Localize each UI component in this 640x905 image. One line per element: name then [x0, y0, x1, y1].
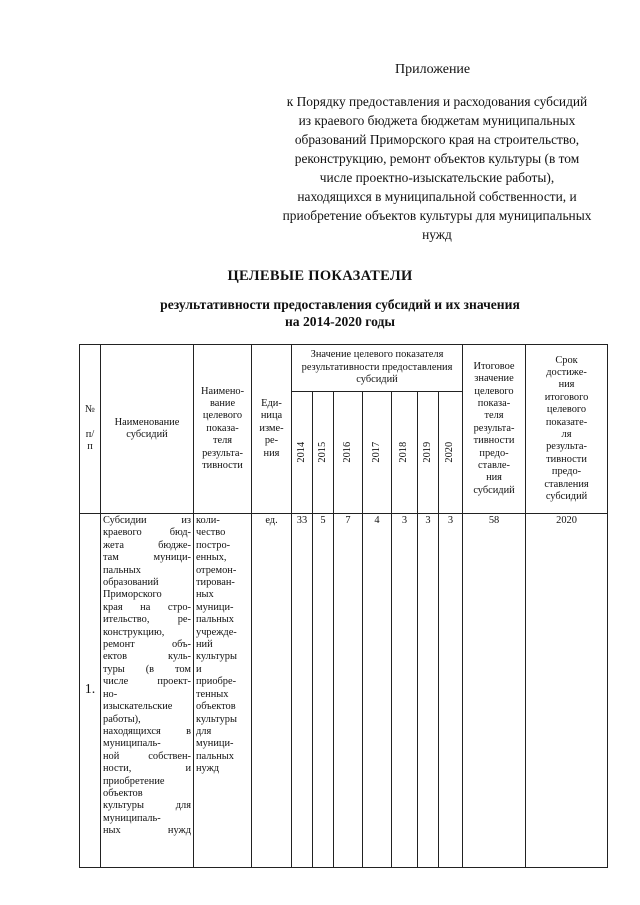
- indicators-table: [79, 344, 608, 868]
- row-value-2020: 3: [439, 514, 463, 868]
- header-total-line: теля: [484, 410, 504, 422]
- row-number: 1.: [80, 514, 101, 868]
- header-indicator-line: тивности: [202, 460, 243, 472]
- row-indicator-line: пальных: [196, 750, 234, 762]
- row-indicator-line: тенных: [196, 688, 229, 700]
- row-indicator-line: тирован-: [196, 577, 235, 589]
- row-deadline: 2020: [526, 514, 608, 868]
- row-indicator-line: ных: [196, 589, 214, 601]
- header-values-group-line: результативности предоставления: [301, 361, 453, 373]
- appendix-reference: [258, 92, 616, 244]
- row-indicator-line: чество: [196, 527, 226, 539]
- row-indicator-line: коли-: [196, 515, 220, 526]
- row-value-2017: 4: [363, 514, 392, 868]
- header-total-line: тивности: [473, 435, 515, 447]
- row-value-2014: 33: [292, 514, 313, 868]
- row-indicator-line: нужд: [196, 763, 220, 775]
- appendix-label: Приложение: [395, 62, 471, 77]
- header-total-line: ставле-: [478, 460, 510, 472]
- header-unit-line: изме-: [259, 422, 284, 434]
- row-indicator-line: учрежде-: [196, 626, 237, 638]
- row-subsidy-line: образований: [103, 577, 159, 589]
- row-subsidy-line: приобретение: [103, 775, 165, 787]
- header-unit-line: Еди-: [261, 397, 282, 409]
- header-indicator-line: вание: [209, 397, 236, 409]
- document-subtitle: [100, 296, 580, 330]
- header-number-line: п: [87, 441, 93, 453]
- header-year-2015: [313, 392, 334, 514]
- header-subsidy-name-line: субсидий: [126, 429, 168, 440]
- row-value-2019: 3: [418, 514, 439, 868]
- header-deadline-line: достиже-: [546, 366, 587, 378]
- header-total-line: показа-: [477, 397, 511, 409]
- row-subsidy-name: [101, 514, 194, 868]
- row-subsidy-line: числе проект-: [103, 676, 191, 688]
- preamble-line: числе проектно-изыскательские работы),: [319, 170, 555, 185]
- preamble-line: к Порядку предоставления и расходования субсидий: [286, 94, 588, 109]
- row-indicator-name: [194, 514, 252, 868]
- subtitle-line: на 2014-2020 годы: [284, 314, 396, 329]
- header-number-line: [82, 417, 98, 429]
- row-total-value: 58: [463, 514, 526, 868]
- header-deadline-line: Срок: [555, 354, 578, 366]
- header-unit-line: ре-: [264, 435, 279, 447]
- header-year-label: 2014: [296, 442, 308, 463]
- header-deadline-line: показате-: [545, 416, 588, 428]
- row-subsidy-line: культуры для: [103, 800, 191, 812]
- header-deadline-line: результа-: [546, 441, 587, 453]
- preamble-line: образований Приморского края на строительство,: [294, 132, 580, 147]
- row-indicator-line: культуры: [196, 713, 237, 725]
- row-value-2016: 7: [334, 514, 363, 868]
- row-subsidy-line: объектов: [103, 787, 143, 799]
- header-indicator-line: показа-: [206, 422, 239, 434]
- row-indicator-line: приобре-: [196, 676, 237, 688]
- row-subsidy-line: но-: [103, 688, 118, 700]
- header-indicator-line: результа-: [202, 447, 243, 459]
- header-year-2014: [292, 392, 313, 514]
- row-indicator-line: енных,: [196, 552, 227, 564]
- row-subsidy-line: ительство, ре-: [103, 614, 191, 626]
- preamble-line: реконструкцию, ремонт объектов культуры (в том: [294, 151, 580, 166]
- header-year-label: 2015: [317, 442, 329, 463]
- header-total-value: [463, 345, 526, 514]
- row-subsidy-line: муниципаль-: [103, 738, 161, 750]
- header-year-label: 2020: [444, 442, 456, 463]
- row-indicator-line: пальных: [196, 614, 234, 626]
- header-total-line: субсидий: [473, 484, 515, 496]
- row-indicator-line: отремон-: [196, 564, 237, 576]
- header-subsidy-name: [101, 345, 194, 514]
- row-subsidy-line: работы),: [103, 713, 141, 725]
- header-year-2019: [418, 392, 439, 514]
- preamble-line: нужд: [422, 227, 452, 242]
- header-deadline-line: ния: [558, 379, 575, 391]
- header-total-line: Итоговое: [473, 360, 515, 372]
- preamble-line: приобретение объектов культуры для муниципальных: [282, 208, 592, 223]
- row-indicator-line: для: [196, 725, 212, 737]
- row-value-2018: 3: [392, 514, 418, 868]
- header-total-line: целевого: [474, 385, 514, 397]
- document-title: ЦЕЛЕВЫЕ ПОКАЗАТЕЛИ: [227, 268, 413, 284]
- header-deadline: [526, 345, 608, 514]
- row-subsidy-line: там муници-: [103, 552, 191, 564]
- table-row: [80, 514, 608, 868]
- header-deadline-line: тивности: [546, 453, 587, 465]
- header-total-line: ния: [486, 472, 502, 484]
- header-number: [80, 345, 101, 514]
- header-year-label: 2016: [341, 442, 353, 463]
- preamble-line: находящихся в муниципальной собственности, и: [297, 189, 577, 204]
- preamble-line: из краевого бюджета бюджетам муниципальных: [298, 113, 576, 128]
- row-subsidy-line: ремонт объ-: [103, 639, 191, 651]
- row-indicator-line: муници-: [196, 738, 234, 750]
- header-year-2016: [334, 392, 363, 514]
- row-subsidy-line: ной собствен-: [103, 750, 191, 762]
- row-subsidy-line: Приморского: [103, 589, 162, 601]
- header-indicator-line: целевого: [202, 410, 243, 422]
- row-subsidy-line: туры (в том: [103, 663, 191, 675]
- row-subsidy-line: ных нужд: [103, 825, 191, 837]
- header-year-2017: [363, 392, 392, 514]
- row-subsidy-line: края на стро-: [103, 601, 191, 613]
- header-indicator-line: теля: [212, 435, 233, 447]
- row-indicator-line: ний: [196, 639, 213, 651]
- row-subsidy-line: Субсидии из: [103, 515, 191, 526]
- header-number-line: №: [85, 404, 95, 416]
- row-indicator-line: культуры: [196, 651, 237, 663]
- subtitle-line: результативности предоставления субсидий и их значения: [160, 297, 520, 312]
- row-indicator-line: и: [196, 663, 202, 675]
- header-values-group-line: субсидий: [356, 374, 398, 386]
- header-year-label: 2018: [398, 442, 410, 463]
- header-year-label: 2017: [370, 442, 382, 463]
- header-indicator-line: Наимено-: [200, 385, 245, 397]
- header-unit: [252, 345, 292, 514]
- header-deadline-line: ля: [561, 429, 572, 440]
- header-deadline-line: итогового: [544, 391, 589, 403]
- row-subsidy-line: ектов куль-: [103, 651, 191, 663]
- row-value-2015: 5: [313, 514, 334, 868]
- row-indicator-line: муници-: [196, 601, 234, 613]
- row-indicator-line: объектов: [196, 701, 236, 713]
- header-deadline-line: предо-: [551, 466, 582, 478]
- header-values-group: [292, 345, 463, 392]
- header-year-label: 2019: [422, 442, 434, 463]
- header-deadline-line: ставления: [544, 478, 589, 490]
- header-year-2020: [439, 392, 463, 514]
- header-unit-line: ния: [263, 447, 280, 459]
- header-total-line: предо-: [479, 447, 509, 459]
- header-total-line: значение: [474, 373, 514, 385]
- row-unit: ед.: [252, 514, 292, 868]
- row-subsidy-line: изыскательские: [103, 701, 173, 713]
- header-deadline-line: субсидий: [545, 491, 588, 503]
- header-total-line: результа-: [473, 422, 515, 434]
- header-deadline-line: целевого: [546, 404, 587, 416]
- row-subsidy-line: ности, и: [103, 763, 191, 775]
- row-subsidy-line: краевого бюд-: [103, 527, 191, 539]
- row-subsidy-line: пальных: [103, 564, 141, 576]
- header-row-1: [80, 345, 608, 392]
- row-subsidy-line: муниципаль-: [103, 812, 161, 824]
- row-subsidy-line: находящихся в: [103, 725, 191, 737]
- header-values-group-line: Значение целевого показателя: [310, 349, 444, 361]
- row-subsidy-line: жета бюдже-: [103, 539, 191, 551]
- header-unit-line: ница: [260, 410, 283, 422]
- row-indicator-line: постро-: [196, 539, 231, 551]
- header-indicator-name: [194, 345, 252, 514]
- row-subsidy-line: конструкцию,: [103, 626, 165, 638]
- header-year-2018: [392, 392, 418, 514]
- header-subsidy-name-line: Наименование: [114, 416, 180, 428]
- header-number-line: п/: [85, 429, 95, 440]
